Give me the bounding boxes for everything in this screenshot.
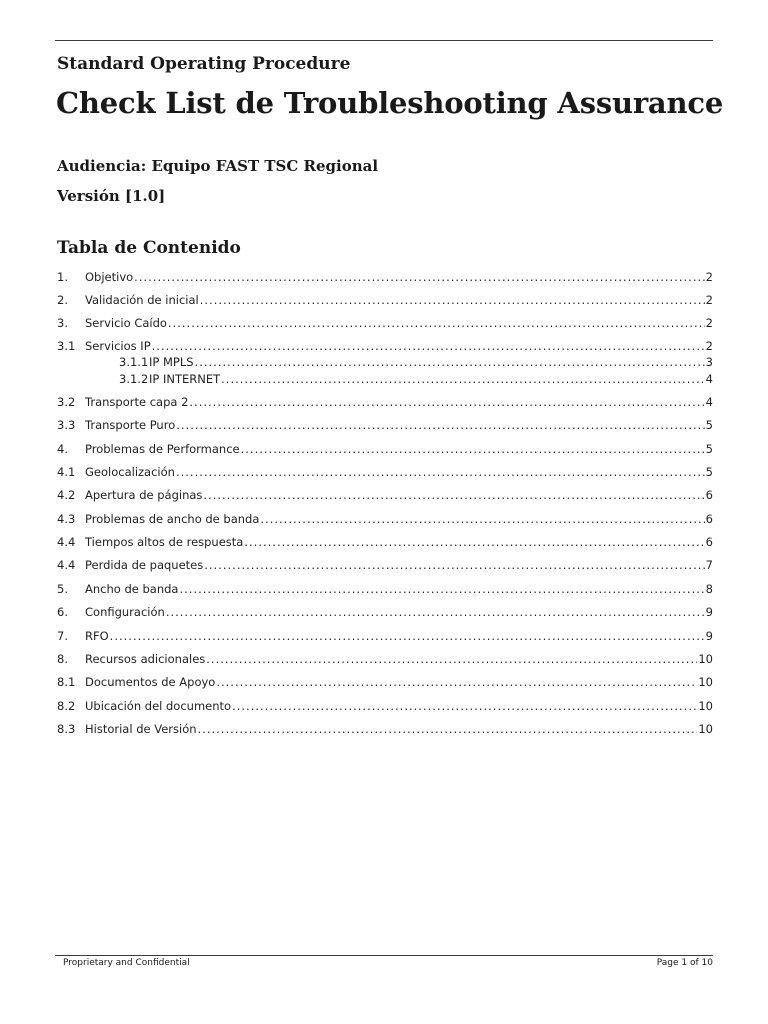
toc-entry-page: 6 xyxy=(705,488,713,502)
toc-entry-number: 4.1 xyxy=(57,465,76,479)
toc-entry-label: Transporte capa 2 xyxy=(85,395,189,409)
toc-leader xyxy=(221,372,705,386)
toc-entry-number: 4.4 xyxy=(57,535,76,549)
toc-entry[interactable] xyxy=(57,339,713,355)
toc-entry-page: 2 xyxy=(705,316,713,330)
toc-subentry[interactable] xyxy=(119,372,713,388)
toc-entry-number: 3.1.1 xyxy=(119,355,149,369)
toc-leader xyxy=(241,442,705,456)
toc-entry-number: 3. xyxy=(57,316,68,330)
toc-leader xyxy=(179,582,704,596)
toc-entry[interactable] xyxy=(57,293,713,309)
toc-entry-number: 5. xyxy=(57,582,68,596)
toc-entry[interactable] xyxy=(57,558,713,574)
toc-entry[interactable] xyxy=(57,270,713,286)
footer-rule xyxy=(55,955,713,956)
toc-entry-page: 10 xyxy=(698,652,713,666)
toc-entry-number: 8.1 xyxy=(57,675,76,689)
toc-entry-page: 6 xyxy=(705,535,713,549)
toc-leader xyxy=(176,465,705,479)
toc-entry-label: Objetivo xyxy=(85,270,134,284)
toc-entry[interactable] xyxy=(57,442,713,458)
toc-entry-number: 3.2 xyxy=(57,395,76,409)
toc-entry-page: 9 xyxy=(705,629,713,643)
toc-entry-page: 8 xyxy=(705,582,713,596)
toc-entry-number: 3.3 xyxy=(57,418,76,432)
toc-heading: Tabla de Contenido xyxy=(57,238,241,258)
toc-entry[interactable] xyxy=(57,465,713,481)
toc-leader xyxy=(232,699,697,713)
toc-entry[interactable] xyxy=(57,629,713,645)
toc-entry[interactable] xyxy=(57,699,713,715)
toc-entry-page: 2 xyxy=(705,339,713,353)
toc-entry-page: 5 xyxy=(705,418,713,432)
toc-entry-page: 3 xyxy=(705,355,713,369)
toc-leader xyxy=(216,675,697,689)
toc-entry-number: 3.1.2 xyxy=(119,372,149,386)
toc-entry-number: 8. xyxy=(57,652,68,666)
toc-leader xyxy=(195,355,705,369)
toc-entry[interactable] xyxy=(57,316,713,332)
toc-entry-label: Transporte Puro xyxy=(85,418,176,432)
toc-entry-label: Problemas de Performance xyxy=(85,442,240,456)
toc-entry[interactable] xyxy=(57,675,713,691)
toc-leader xyxy=(206,652,697,666)
toc-leader xyxy=(168,316,705,330)
toc-entry-page: 10 xyxy=(698,722,713,736)
toc-entry[interactable] xyxy=(57,605,713,621)
toc-entry[interactable] xyxy=(57,512,713,528)
version: Versión [1.0] xyxy=(57,187,166,205)
toc-entry[interactable] xyxy=(57,488,713,504)
header-rule xyxy=(55,40,713,41)
toc-entry-number: 8.2 xyxy=(57,699,76,713)
toc-entry[interactable] xyxy=(57,395,713,411)
toc-entry-label: IP MPLS xyxy=(149,355,194,369)
toc-leader xyxy=(152,339,705,353)
toc-entry-label: Apertura de páginas xyxy=(85,488,203,502)
toc-entry-label: RFO xyxy=(85,629,109,643)
toc-entry-label: Tiempos altos de respuesta xyxy=(85,535,244,549)
toc-entry-label: Ubicación del documento xyxy=(85,699,232,713)
toc-leader xyxy=(203,488,704,502)
toc-entry-page: 4 xyxy=(705,372,713,386)
toc-leader xyxy=(134,270,705,284)
toc-entry-label: Ancho de banda xyxy=(85,582,179,596)
toc-entry-label: Recursos adicionales xyxy=(85,652,206,666)
toc-entry-label: Perdida de paquetes xyxy=(85,558,204,572)
audience: Audiencia: Equipo FAST TSC Regional xyxy=(57,157,379,175)
toc-entry-number: 7. xyxy=(57,629,68,643)
toc-entry-label: Servicios IP xyxy=(85,339,151,353)
toc-entry-label: Validación de inicial xyxy=(85,293,199,307)
toc-entry-label: Servicio Caído xyxy=(85,316,167,330)
toc-entry-page: 2 xyxy=(705,270,713,284)
doc-type: Standard Operating Procedure xyxy=(57,54,351,74)
toc-leader xyxy=(204,558,704,572)
toc-entry-page: 10 xyxy=(698,699,713,713)
document-title: Check List de Troubleshooting Assurance xyxy=(56,86,724,120)
toc-entry-number: 1. xyxy=(57,270,68,284)
toc-entry-page: 4 xyxy=(705,395,713,409)
toc-entry-page: 2 xyxy=(705,293,713,307)
toc-entry-number: 4.2 xyxy=(57,488,76,502)
toc-leader xyxy=(176,418,704,432)
toc-entry[interactable] xyxy=(57,418,713,434)
footer-page-number: Page 1 of 10 xyxy=(656,958,713,968)
toc-entry-number: 4.4 xyxy=(57,558,76,572)
toc-leader xyxy=(200,293,705,307)
footer-confidential: Proprietary and Confidential xyxy=(63,958,190,968)
toc-entry-number: 2. xyxy=(57,293,68,307)
toc-entry-label: Configuración xyxy=(85,605,165,619)
toc-entry-page: 7 xyxy=(705,558,713,572)
toc-leader xyxy=(244,535,704,549)
toc-entry-page: 5 xyxy=(705,465,713,479)
toc-entry-number: 4. xyxy=(57,442,68,456)
toc-entry-number: 4.3 xyxy=(57,512,76,526)
toc-entry-page: 10 xyxy=(698,675,713,689)
toc-entry[interactable] xyxy=(57,582,713,598)
toc-entry-label: Problemas de ancho de banda xyxy=(85,512,260,526)
toc-leader xyxy=(110,629,705,643)
toc-leader xyxy=(198,722,698,736)
toc-leader xyxy=(166,605,705,619)
toc-entry-number: 3.1 xyxy=(57,339,76,353)
toc-entry-number: 8.3 xyxy=(57,722,76,736)
toc-subentry[interactable] xyxy=(119,355,713,371)
toc-entry-page: 6 xyxy=(705,512,713,526)
toc-entry[interactable] xyxy=(57,535,713,551)
toc-entry-number: 6. xyxy=(57,605,68,619)
toc-entry[interactable] xyxy=(57,652,713,668)
toc-leader xyxy=(189,395,704,409)
toc-entry-label: Historial de Versión xyxy=(85,722,197,736)
toc-entry-page: 5 xyxy=(705,442,713,456)
toc-entry-label: Documentos de Apoyo xyxy=(85,675,216,689)
toc-entry[interactable] xyxy=(57,722,713,738)
toc-entry-page: 9 xyxy=(705,605,713,619)
toc-entry-label: IP INTERNET xyxy=(149,372,221,386)
toc-leader xyxy=(260,512,704,526)
toc-entry-label: Geolocalización xyxy=(85,465,175,479)
